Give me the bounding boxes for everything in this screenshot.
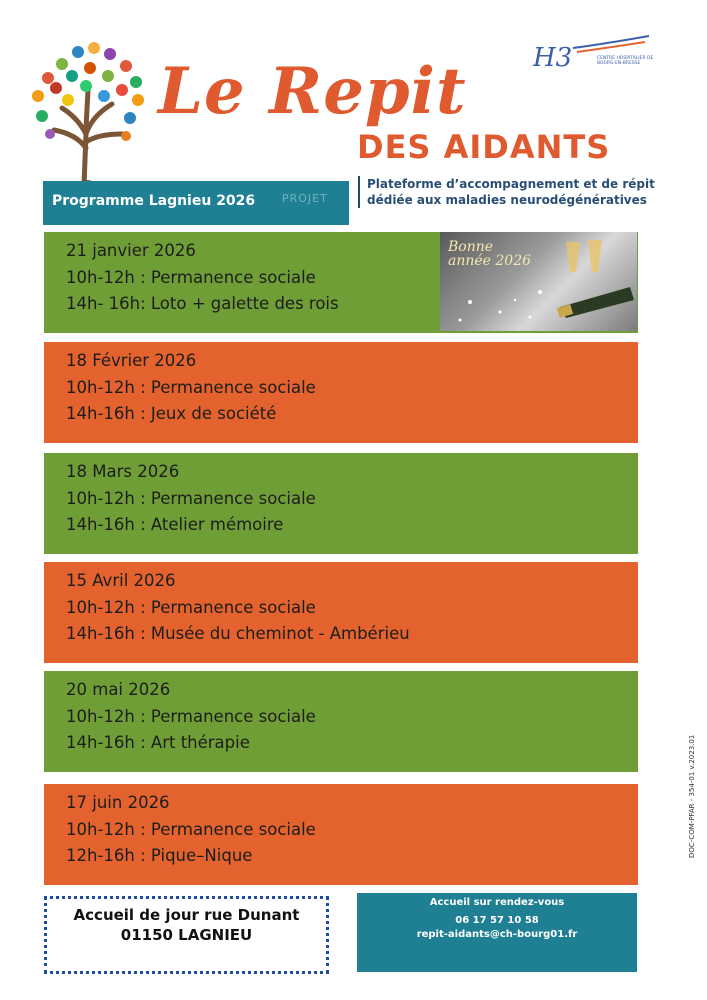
title-script: Le Repit (158, 54, 467, 129)
event-line: 14h-16h : Atelier mémoire (66, 515, 284, 534)
event-block (44, 671, 638, 772)
address-line-1: Accueil de jour rue Dunant (73, 906, 300, 924)
event-block (44, 562, 638, 663)
event-block (44, 784, 638, 885)
event-line: 10h-12h : Permanence sociale (66, 489, 316, 508)
event-block (44, 453, 638, 554)
platform-line-1: Plateforme d’accompagnement et de répit (367, 177, 655, 191)
event-date: 21 janvier 2026 (66, 241, 196, 260)
event-date: 20 mai 2026 (66, 680, 171, 699)
tree-logo-icon (28, 38, 150, 186)
platform-line-2: dédiée aux maladies neurodégénératives (367, 193, 647, 207)
h3-logo-icon (533, 34, 651, 74)
h3-logo-letters: H3 (533, 43, 573, 73)
event-date: 18 Mars 2026 (66, 462, 180, 481)
event-line: 10h-12h : Permanence sociale (66, 268, 316, 287)
event-line: 10h-12h : Permanence sociale (66, 707, 316, 726)
event-line: 14h-16h : Art thérapie (66, 733, 250, 752)
divider (358, 176, 360, 208)
contact-phone[interactable]: 06 17 57 10 58 (455, 915, 539, 926)
program-status: PROJET (282, 192, 328, 205)
event-line: 12h-16h : Pique–Nique (66, 846, 253, 865)
address-line-2: 01150 LAGNIEU (120, 926, 253, 944)
contact-title: Accueil sur rendez-vous (429, 897, 565, 908)
event-line: 10h-12h : Permanence sociale (66, 820, 316, 839)
event-line: 10h-12h : Permanence sociale (66, 598, 316, 617)
event-line: 14h-16h : Musée du cheminot - Ambérieu (66, 624, 410, 643)
program-title: Programme Lagnieu 2026 (52, 193, 256, 209)
title-subtitle: DES AIDANTS (357, 128, 611, 166)
photo-caption: Bonne année 2026 (448, 239, 532, 269)
event-date: 18 Février 2026 (66, 351, 197, 370)
event-date: 17 juin 2026 (66, 793, 170, 812)
event-line: 10h-12h : Permanence sociale (66, 378, 316, 397)
event-line: 14h-16h : Jeux de société (66, 404, 277, 423)
event-line: 14h- 16h: Loto + galette des rois (66, 294, 339, 313)
contact-email[interactable]: repit-aidants@ch-bourg01.fr (416, 929, 578, 940)
h3-logo-caption: CENTRE HOSPITALIER DE BOURG-EN-BRESSE (597, 56, 654, 66)
document-reference: DOC-COM-PFAR - 354-01 v.2023.01 (688, 734, 696, 858)
platform-description (367, 176, 667, 208)
event-block (44, 342, 638, 443)
event-date: 15 Avril 2026 (66, 571, 176, 590)
